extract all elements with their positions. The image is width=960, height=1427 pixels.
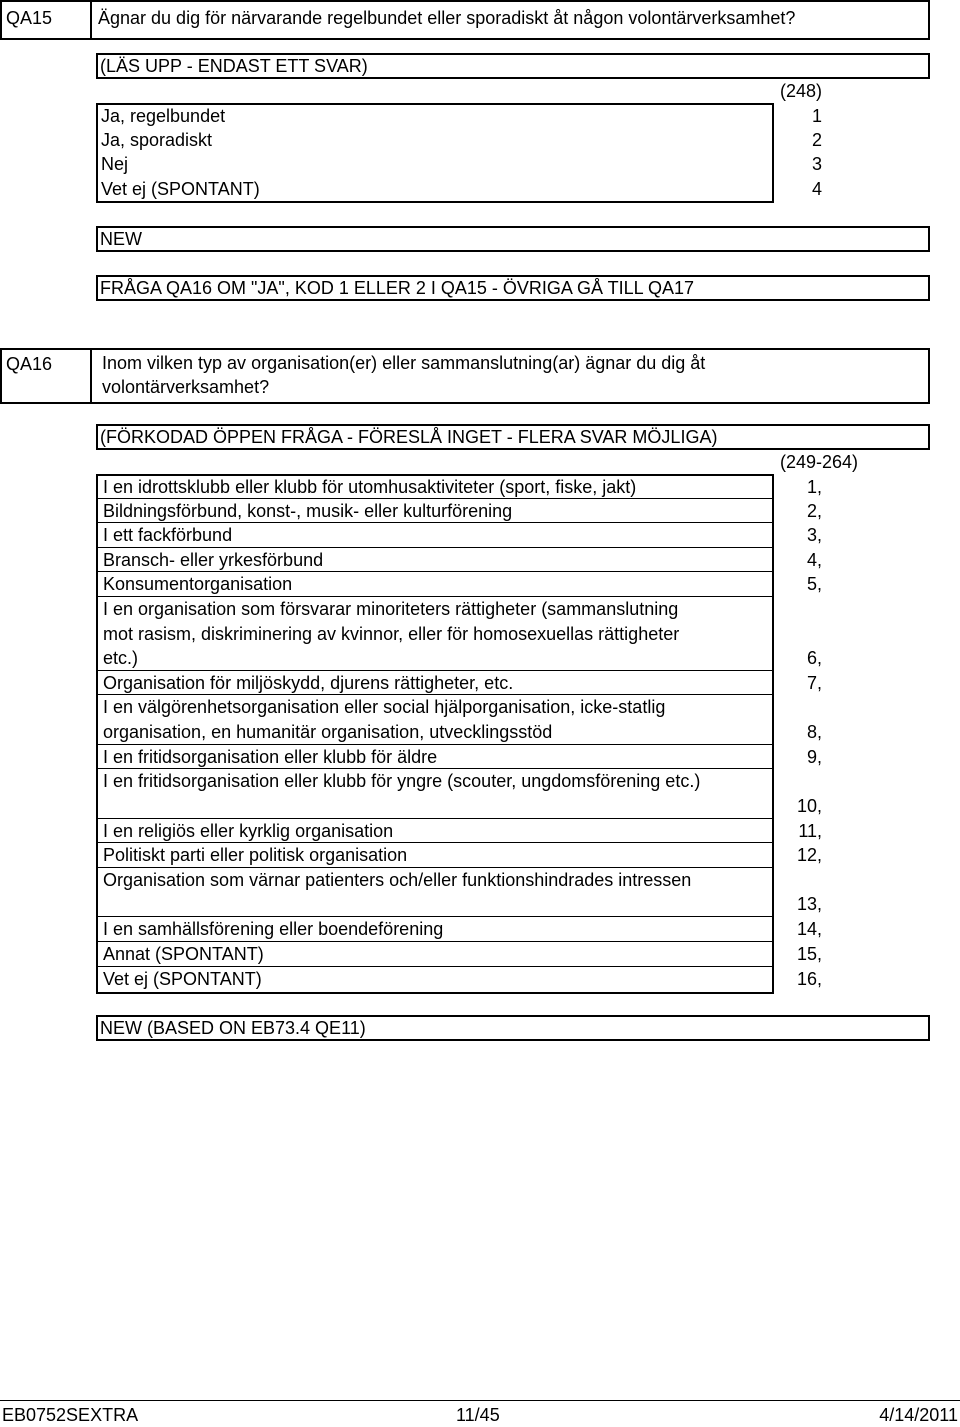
qa15-option-code: 3 [811, 154, 822, 174]
footer-date: 4/14/2011 [879, 1405, 958, 1425]
qa16-option-code: 8, [806, 722, 822, 742]
qa15-option-label: Vet ej (SPONTANT) [101, 179, 260, 199]
qa16-option-label: organisation, en humanitär organisation, utvecklingsstöd [103, 722, 553, 742]
qa16-option-label: I en religiös eller kyrklig organisation [103, 821, 394, 841]
qa16-option-code: 15, [796, 944, 822, 964]
qa15-question: Ägnar du dig för närvarande regelbundet eller sporadiskt åt någon volontärverksamhet? [98, 8, 796, 28]
qa15-option-label: Ja, regelbundet [101, 106, 226, 126]
qa16-option-code: 5, [806, 574, 822, 594]
qa16-option-code: 1, [806, 477, 822, 497]
qa15-filter: FRÅGA QA16 OM "JA", KOD 1 ELLER 2 I QA15 - ÖVRIGA GÅ TILL QA17 [100, 278, 694, 298]
qa16-option-label: Organisation för miljöskydd, djurens rättigheter, etc. [103, 673, 514, 693]
qa16-option-label: I en fritidsorganisation eller klubb för yngre (scouter, ungdomsförening etc.) [103, 771, 701, 791]
qa15-option-code: 4 [811, 179, 822, 199]
qa16-option-code: 13, [796, 894, 822, 914]
qa16-note: NEW (BASED ON EB73.4 QE11) [100, 1018, 366, 1038]
qa16-option-label: Annat (SPONTANT) [103, 944, 264, 964]
qa16-instruction: (FÖRKODAD ÖPPEN FRÅGA - FÖRESLÅ INGET - FLERA SVAR MÖJLIGA) [100, 427, 718, 447]
qa16-option-label: I en idrottsklubb eller klubb för utomhusaktiviteter (sport, fiske, jakt) [103, 477, 637, 497]
qa16-option-label: Vet ej (SPONTANT) [103, 969, 262, 989]
qa16-option-label: Bildningsförbund, konst-, musik- eller kulturförening [103, 501, 513, 521]
qa16-option-code: 10, [796, 796, 822, 816]
qa15-option-label: Nej [101, 154, 129, 174]
footer-divider [0, 1400, 960, 1401]
qa16-option-label: I ett fackförbund [103, 525, 233, 545]
qa16-option-label: mot rasism, diskriminering av kvinnor, eller för homosexuellas rättigheter [103, 624, 680, 644]
footer-page-number: 11/45 [456, 1405, 500, 1425]
qa16-option-code: 16, [796, 969, 822, 989]
qa15-option-code: 1 [811, 106, 822, 126]
qa16-option-label: Politiskt parti eller politisk organisation [103, 845, 408, 865]
qa16-option-code: 3, [806, 525, 822, 545]
qa16-option-label: Konsumentorganisation [103, 574, 293, 594]
qa16-option-code: 12, [796, 845, 822, 865]
qa16-id: QA16 [6, 354, 53, 374]
qa16-column-code: (249-264) [779, 452, 858, 472]
qa15-option-label: Ja, sporadiskt [101, 130, 213, 150]
qa16-question-line1: Inom vilken typ av organisation(er) eller sammanslutning(ar) ägnar du dig åt [102, 353, 706, 373]
qa15-id: QA15 [6, 8, 53, 28]
qa16-option-label: I en fritidsorganisation eller klubb för äldre [103, 747, 438, 767]
qa16-option-label: etc.) [103, 648, 139, 668]
qa16-option-label: I en organisation som försvarar minoriteters rättigheter (sammanslutning [103, 599, 679, 619]
qa16-option-code: 11, [798, 821, 822, 841]
qa16-option-label: Bransch- eller yrkesförbund [103, 550, 324, 570]
qa16-option-code: 9, [806, 747, 822, 767]
qa16-question-line2: volontärverksamhet? [102, 377, 270, 397]
qa16-option-label: I en samhällsförening eller boendeförening [103, 919, 444, 939]
qa15-option-code: 2 [811, 130, 822, 150]
qa15-note: NEW [100, 229, 142, 249]
footer-doc-id: EB0752SEXTRA [2, 1405, 139, 1425]
qa16-option-code: 4, [806, 550, 822, 570]
qa15-column-code: (248) [779, 81, 822, 101]
qa15-note-box [96, 226, 930, 252]
qa16-option-code: 2, [806, 501, 822, 521]
qa16-option-label: I en välgörenhetsorganisation eller social hjälporganisation, icke-statlig [103, 697, 666, 717]
qa16-option-code: 6, [806, 648, 822, 668]
qa16-option-code: 7, [806, 673, 822, 693]
qa15-instruction: (LÄS UPP - ENDAST ETT SVAR) [100, 56, 368, 76]
qa16-option-label: Organisation som värnar patienters och/eller funktionshindrades intressen [103, 870, 692, 890]
qa16-option-code: 14, [796, 919, 822, 939]
